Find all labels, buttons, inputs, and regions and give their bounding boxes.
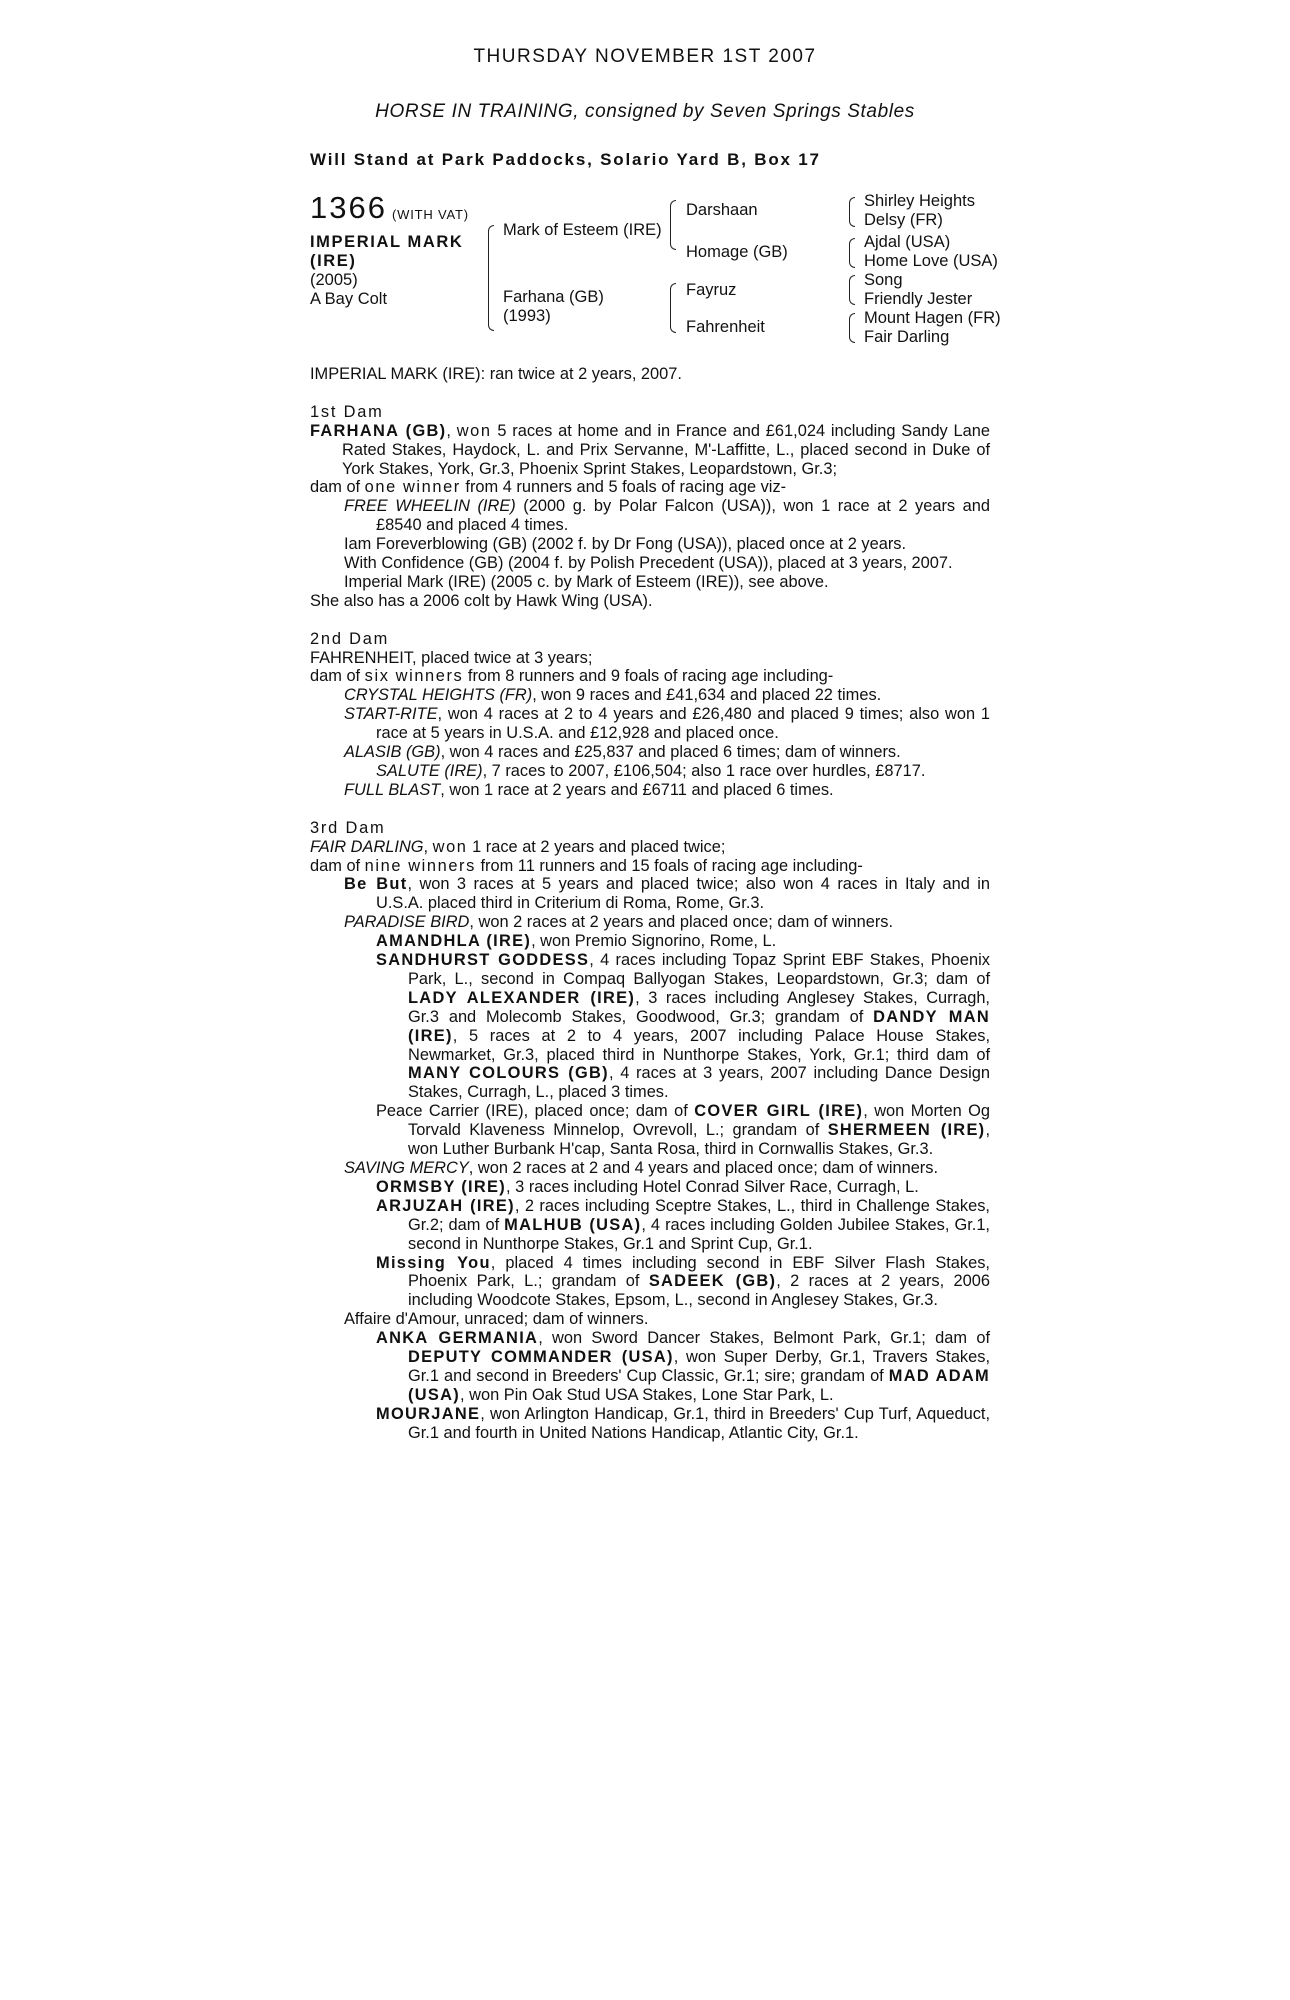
produce-item: ANKA GERMANIA, won Sword Dancer Stakes, Belmont Park, Gr.1; dam of DEPUTY COMMANDER (USA), won Super Derby, Gr.1, Travers Stakes, Gr.1 and second in Breeders' Cup Classic, Gr.1; sire; grandam of MAD ADAM (USA), won Pin Oak Stud USA Stakes, Lone Star Park, L. [376, 1329, 991, 1404]
granddam-8: Fair Darling [864, 328, 950, 346]
sire-sire-name: Darshaan [686, 201, 758, 219]
horse-name: IMPERIAL MARK [310, 233, 464, 251]
pedigree-brace [670, 283, 676, 333]
sire-dam-name: Homage (GB) [686, 243, 788, 261]
pedigree-brace [670, 200, 676, 250]
produce-item: ALASIB (GB), won 4 races and £25,837 and placed 6 times; dam of winners. [344, 743, 901, 762]
pedigree-notes [310, 365, 990, 1443]
pedigree-brace [849, 275, 855, 305]
produce-item: SAVING MERCY, won 2 races at 2 and 4 years and placed once; dam of winners. [344, 1159, 939, 1178]
produce-item: ORMSBY (IRE), 3 races including Hotel Conrad Silver Race, Curragh, L. [376, 1177, 919, 1196]
produce-item: AMANDHLA (IRE), won Premio Signorino, Rome, L. [376, 932, 777, 951]
dam-name: Farhana (GB) [503, 288, 604, 306]
intro-line: IMPERIAL MARK (IRE): ran twice at 2 years, 2007. [310, 365, 682, 383]
first-dam-produce: dam of one winner from 4 runners and 5 foals of racing age viz- [310, 478, 787, 497]
grandsire-5: Song [864, 271, 903, 289]
produce-item: SALUTE (IRE), 7 races to 2007, £106,504; also 1 race over hurdles, £8717. [376, 762, 926, 780]
produce-item: ARJUZAH (IRE), 2 races including Sceptre Stakes, L., third in Challenge Stakes, Gr.2; dam of MALHUB (USA), 4 races including Golden Jubilee Stakes, Gr.1, second in Nunthorpe Stakes, Gr.1 and Sprint Cup, Gr.1. [376, 1196, 990, 1253]
produce-item: MOURJANE, won Arlington Handicap, Gr.1, third in Breeders' Cup Turf, Aqueduct, Gr.1 and fourth in United Nations Handicap, Atlantic City, Gr.1. [376, 1404, 990, 1442]
pedigree-brace [849, 197, 855, 227]
third-dam-record: FAIR DARLING, won 1 race at 2 years and placed twice; [310, 837, 726, 856]
lot-number: 1366 [310, 190, 387, 225]
dam-dam-name: Fahrenheit [686, 318, 765, 336]
stand-location: Will Stand at Park Paddocks, Solario Yard B, Box 17 [310, 150, 821, 169]
produce-item: Iam Foreverblowing (GB) (2002 f. by Dr Fong (USA)), placed once at 2 years. [344, 535, 907, 554]
produce-item: Imperial Mark (IRE) (2005 c. by Mark of Esteem (IRE)), see above. [344, 572, 829, 591]
produce-item: With Confidence (GB) (2004 f. by Polish Precedent (USA)), placed at 3 years, 2007. [344, 554, 953, 573]
vat-note: (WITH VAT) [392, 207, 469, 222]
first-dam-note: She also has a 2006 colt by Hawk Wing (USA). [310, 591, 653, 610]
granddam-6: Friendly Jester [864, 290, 973, 308]
produce-item: Affaire d'Amour, unraced; dam of winners. [344, 1310, 649, 1329]
sale-date: THURSDAY NOVEMBER 1ST 2007 [473, 46, 817, 67]
produce-item: FREE WHEELIN (IRE) (2000 g. by Polar Falcon (USA)), won 1 race at 2 years and £8540 and placed 4 times. [344, 497, 990, 535]
grandsire-3: Ajdal (USA) [864, 233, 951, 251]
produce-item: START-RITE, won 4 races at 2 to 4 years and £26,480 and placed 9 times; also won 1 race at 5 years in U.S.A. and £12,928 and placed once. [344, 705, 990, 743]
second-dam-produce: dam of six winners from 8 runners and 9 foals of racing age including- [310, 667, 834, 686]
foaling-year: (2005) [310, 271, 358, 289]
horse-name-suffix: (IRE) [310, 252, 357, 270]
second-dam-record: FAHRENHEIT, placed twice at 3 years; [310, 648, 593, 667]
produce-item: FULL BLAST, won 1 race at 2 years and £6711 and placed 6 times. [344, 780, 834, 799]
grandsire-7: Mount Hagen (FR) [864, 309, 1001, 327]
horse-description: A Bay Colt [310, 290, 388, 308]
grandsire-1: Shirley Heights [864, 192, 975, 210]
first-dam-record: FARHANA (GB), won 5 races at home and in France and £61,024 including Sandy Lane Rated Stakes, Haydock, L. and Prix Servanne, M'-Laffitte, L., placed second in Duke of York Stakes, York, Gr.3, Phoenix Sprint Stakes, Leopardstown, Gr.3; [310, 421, 990, 478]
pedigree-brace [849, 313, 855, 343]
consignment-line: HORSE IN TRAINING, consigned by Seven Springs Stables [375, 101, 915, 122]
produce-item: PARADISE BIRD, won 2 races at 2 years and placed once; dam of winners. [344, 913, 894, 932]
produce-item: Be But, won 3 races at 5 years and placed twice; also won 4 races in Italy and in U.S.A. placed third in Criterium di Roma, Rome, Gr.3. [344, 875, 990, 913]
third-dam-heading: 3rd Dam [310, 818, 386, 837]
pedigree-brace [849, 238, 855, 268]
dam-sire-name: Fayruz [686, 281, 737, 299]
produce-item: Peace Carrier (IRE), placed once; dam of COVER GIRL (IRE), won Morten Og Torvald Klaveness Minnelop, Ovrevoll, L.; grandam of SHERMEEN (IRE), won Luther Burbank H'cap, Santa Rosa, third in Cornwallis Stakes, Gr.3. [376, 1102, 990, 1159]
produce-item: SANDHURST GODDESS, 4 races including Topaz Sprint EBF Stakes, Phoenix Park, L., second in Compaq Ballyogan Stakes, Leopardstown, Gr.3; dam of LADY ALEXANDER (IRE), 3 races including Anglesey Stakes, Curragh, Gr.3 and Molecomb Stakes, Goodwood, Gr.3; grandam of DANDY MAN (IRE), 5 races at 2 to 4 years, 2007 including Palace House Stakes, Newmarket, Gr.3, placed third in Nunthorpe Stakes, York, Gr.1; third dam of MANY COLOURS (GB), 4 races at 3 years, 2007 including Dance Design Stakes, Curragh, L., placed 3 times. [376, 951, 990, 1102]
third-dam-produce: dam of nine winners from 11 runners and 15 foals of racing age including- [310, 856, 863, 875]
produce-item: CRYSTAL HEIGHTS (FR), won 9 races and £41,634 and placed 22 times. [344, 686, 882, 705]
first-dam-heading: 1st Dam [310, 402, 384, 421]
granddam-2: Delsy (FR) [864, 211, 943, 229]
second-dam-heading: 2nd Dam [310, 629, 390, 648]
sire-name: Mark of Esteem (IRE) [503, 221, 662, 239]
granddam-4: Home Love (USA) [864, 252, 998, 270]
produce-item: Missing You, placed 4 times including second in EBF Silver Flash Stakes, Phoenix Park, L.; grandam of SADEEK (GB), 2 races at 2 years, 2006 including Woodcote Stakes, Epsom, L., second in Anglesey Stakes, Gr.3. [376, 1253, 990, 1310]
dam-year: (1993) [503, 307, 551, 325]
pedigree-brace [488, 225, 494, 331]
